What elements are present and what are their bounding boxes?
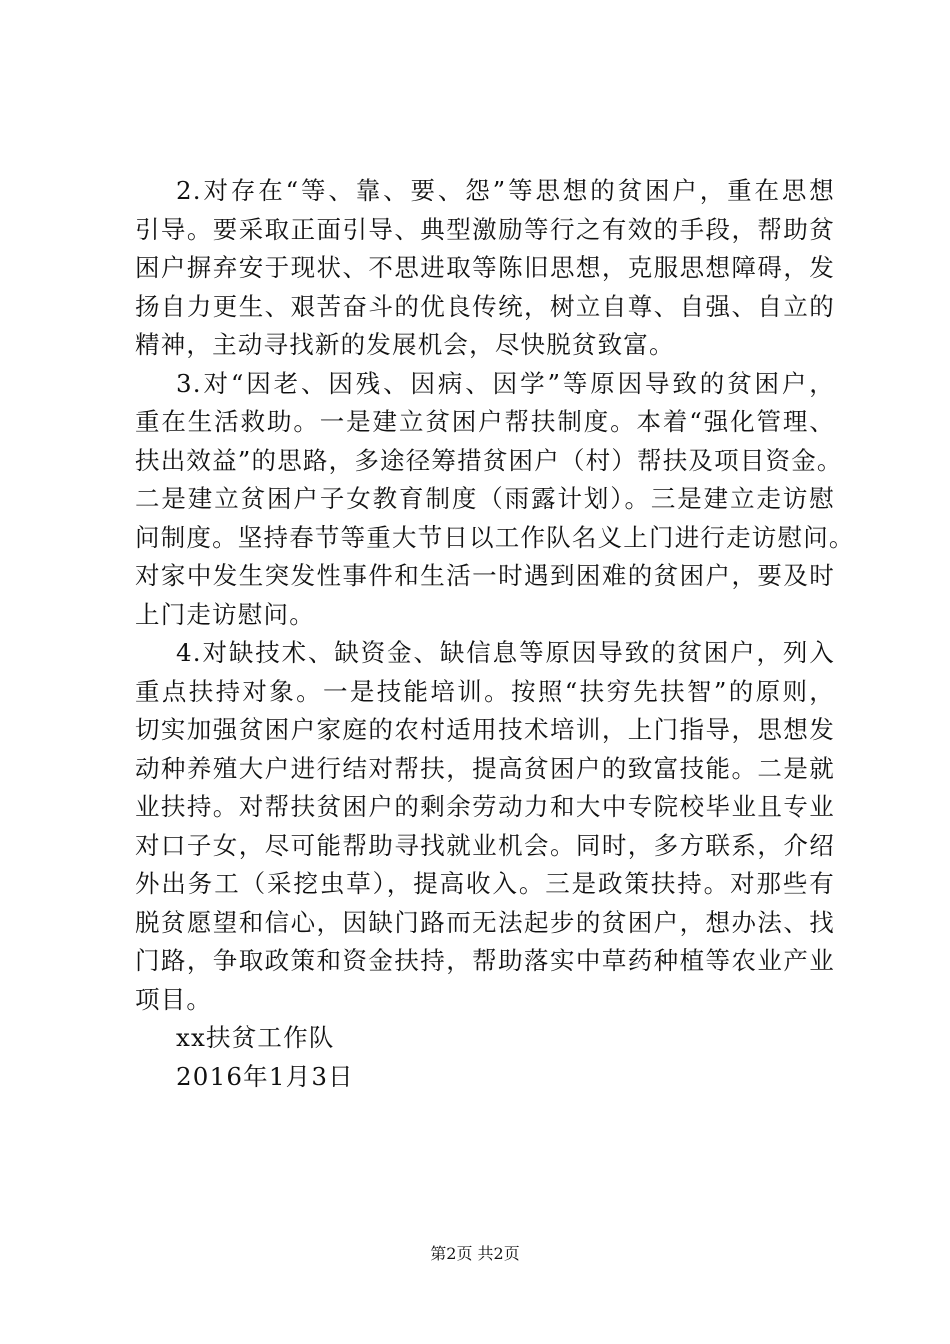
paragraph-line: 对口子女，尽可能帮助寻找就业机会。同时，多方联系，介绍 — [135, 830, 835, 860]
paragraph-line: 困户摒弃安于现状、不思进取等陈旧思想，克服思想障碍，发 — [135, 253, 835, 282]
paragraph-2 — [135, 172, 835, 365]
paragraph-line: 业扶持。对帮扶贫困户的剩余劳动力和大中专院校毕业且专业 — [135, 792, 835, 821]
signature-block — [135, 1019, 835, 1096]
paragraph-3 — [135, 365, 855, 635]
paragraph-line: 重在生活救助。一是建立贫困户帮扶制度。本着“强化管理、 — [135, 407, 835, 436]
page-number-footer: 第2页 共2页 — [430, 1244, 520, 1263]
paragraph-line: 重点扶持对象。一是技能培训。按照“扶穷先扶智”的原则， — [135, 676, 835, 706]
document-body — [135, 172, 855, 1096]
paragraph-line: 2.对存在“等、靠、要、怨”等思想的贫困户，重在思想 — [176, 176, 835, 205]
paragraph-line: 动种养殖大户进行结对帮扶，提高贫困户的致富技能。二是就 — [135, 753, 835, 783]
paragraph-line: 门路，争取政策和资金扶持，帮助落实中草药种植等农业产业 — [135, 946, 835, 975]
signature-date: 2016年1月3日 — [176, 1061, 354, 1091]
paragraph-4 — [135, 634, 835, 1019]
paragraph-line: 引导。要采取正面引导、典型激励等行之有效的手段，帮助贫 — [135, 214, 835, 244]
paragraph-line: 扬自力更生、艰苦奋斗的优良传统，树立自尊、自强、自立的 — [135, 291, 835, 321]
paragraph-line: 脱贫愿望和信心，因缺门路而无法起步的贫困户，想办法、找 — [135, 907, 835, 937]
paragraph-line: 4.对缺技术、缺资金、缺信息等原因导致的贫困户，列入 — [176, 638, 835, 667]
paragraph-line: 项目。 — [135, 984, 213, 1014]
paragraph-line: 切实加强贫困户家庭的农村适用技术培训，上门指导，思想发 — [135, 715, 835, 744]
paragraph-line: 精神，主动寻找新的发展机会，尽快脱贫致富。 — [135, 330, 675, 359]
paragraph-line: 上门走访慰问。 — [135, 599, 315, 629]
paragraph-line: 二是建立贫困户子女教育制度（雨露计划）。三是建立走访慰 — [135, 484, 835, 513]
paragraph-line: 3.对“因老、因残、因病、因学”等原因导致的贫困户， — [176, 368, 835, 398]
paragraph-line: 对家中发生突发性事件和生活一时遇到困难的贫困户，要及时 — [135, 561, 835, 590]
paragraph-line: 问制度。坚持春节等重大节日以工作队名义上门进行走访慰问。 — [135, 522, 855, 552]
paragraph-line: 扶出效益”的思路，多途径筹措贫困户（村）帮扶及项目资金。 — [135, 445, 843, 475]
paragraph-line: 外出务工（采挖虫草），提高收入。三是政策扶持。对那些有 — [135, 869, 835, 898]
signature-organization: xx扶贫工作队 — [176, 1023, 335, 1052]
